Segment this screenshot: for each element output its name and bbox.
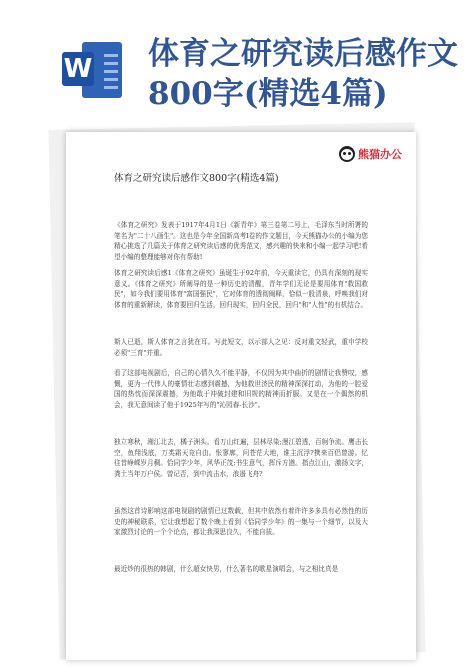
word-letter-badge: W xyxy=(63,54,93,84)
document-title: 体育之研究读后感作文800字(精选4篇) xyxy=(114,173,279,184)
paragraph-6: 最近炒的很热的韩剧，什么超女快男，什么著名的歌星演唱会，与之相比真是 xyxy=(114,565,339,573)
banner-title xyxy=(148,34,458,114)
paragraph-1: 体育之研究读后感1《体育之研究》虽诞生于92年前，今天重读它，仍具有深刻的现实意义。《体育之研究》所阐导的是一种历史的清醒，青年学们无论是要用体育"救国救民"，如今我们要用体育"富国强民"，它对体育的透彻阐释，恰似一股清泉，呼唤我们对体育的重新解读，体育要回归生活，回归现实，回归全民，回归"和"人性"的有机结合。 xyxy=(114,269,368,309)
header-banner xyxy=(0,0,474,118)
document-preview xyxy=(66,132,416,660)
paragraph-2: 斯人已逝，斯人体育之言犹在耳。写此短文，以示部人之见：反对重文轻武，重申学校必须"三育"并重。 xyxy=(114,338,368,357)
paragraph-4: 独立寒秋，湘江北去，橘子洲头。看万山红遍，层林尽染;漫江碧透，百舸争流。鹰击长空，鱼翔浅底，万类霜天竞自由。怅寥廓，问苍茫大地，谁主沉浮?携来百侣曾游。忆往昔峥嵘岁月稠。恰同学少年，风华正茂;书生意气，挥斥方遒。指点江山，激扬文字，粪土当年万户侯。曾记否，到中流击水，浪遏飞舟? xyxy=(114,438,368,478)
banner-title-line1: 体育之研究读后感作文 xyxy=(148,36,458,72)
paragraph-3: 看了这部电视剧后，自己的心情久久不能平静，不仅因为其中曲折的剧情让我赞叹，感慨，更为一代伟人的豪情壮志感到震撼，为他救世济民的精神深深打动，为他的一腔爱国的热忱而深深震撼，为他敢于冲破封建和旧规的精神而折服。又是在一个偶然的机会，我无意间读了他于1925年写的"沁园春-长沙"。 xyxy=(114,369,368,409)
paragraph-intro: 《体育之研究》发表于1917年4月1日《新青年》第三卷第二号上，毛泽东当时所署的笔名为"二十八画生"。这也是今年全国新高考Ⅰ卷的作文题目，今天熊猫办公的小编为您精心挑选了几篇关于体育之研究读后感的优秀范文，感兴趣的快来和小编一起学习吧!希望小编的整理能够对你有帮助! xyxy=(114,221,368,261)
paragraph-5: 虽然这首诗影响这部电视剧的剧情已过数载，但其中依然有着许许多多具有必然性的历史的神秘联系，它让我想起了数个晚上看到《恰同学少年》的一集与一个细节，以及大家激烈讨论的一个个论点，都让我深思良久，不能自拔。 xyxy=(114,507,368,537)
brand-logo xyxy=(339,144,402,164)
word-document-icon xyxy=(62,42,124,100)
brand-text: 熊猫办公 xyxy=(358,148,402,161)
panda-icon xyxy=(339,146,355,162)
banner-title-line2: 800字(精选4篇) xyxy=(148,76,388,112)
